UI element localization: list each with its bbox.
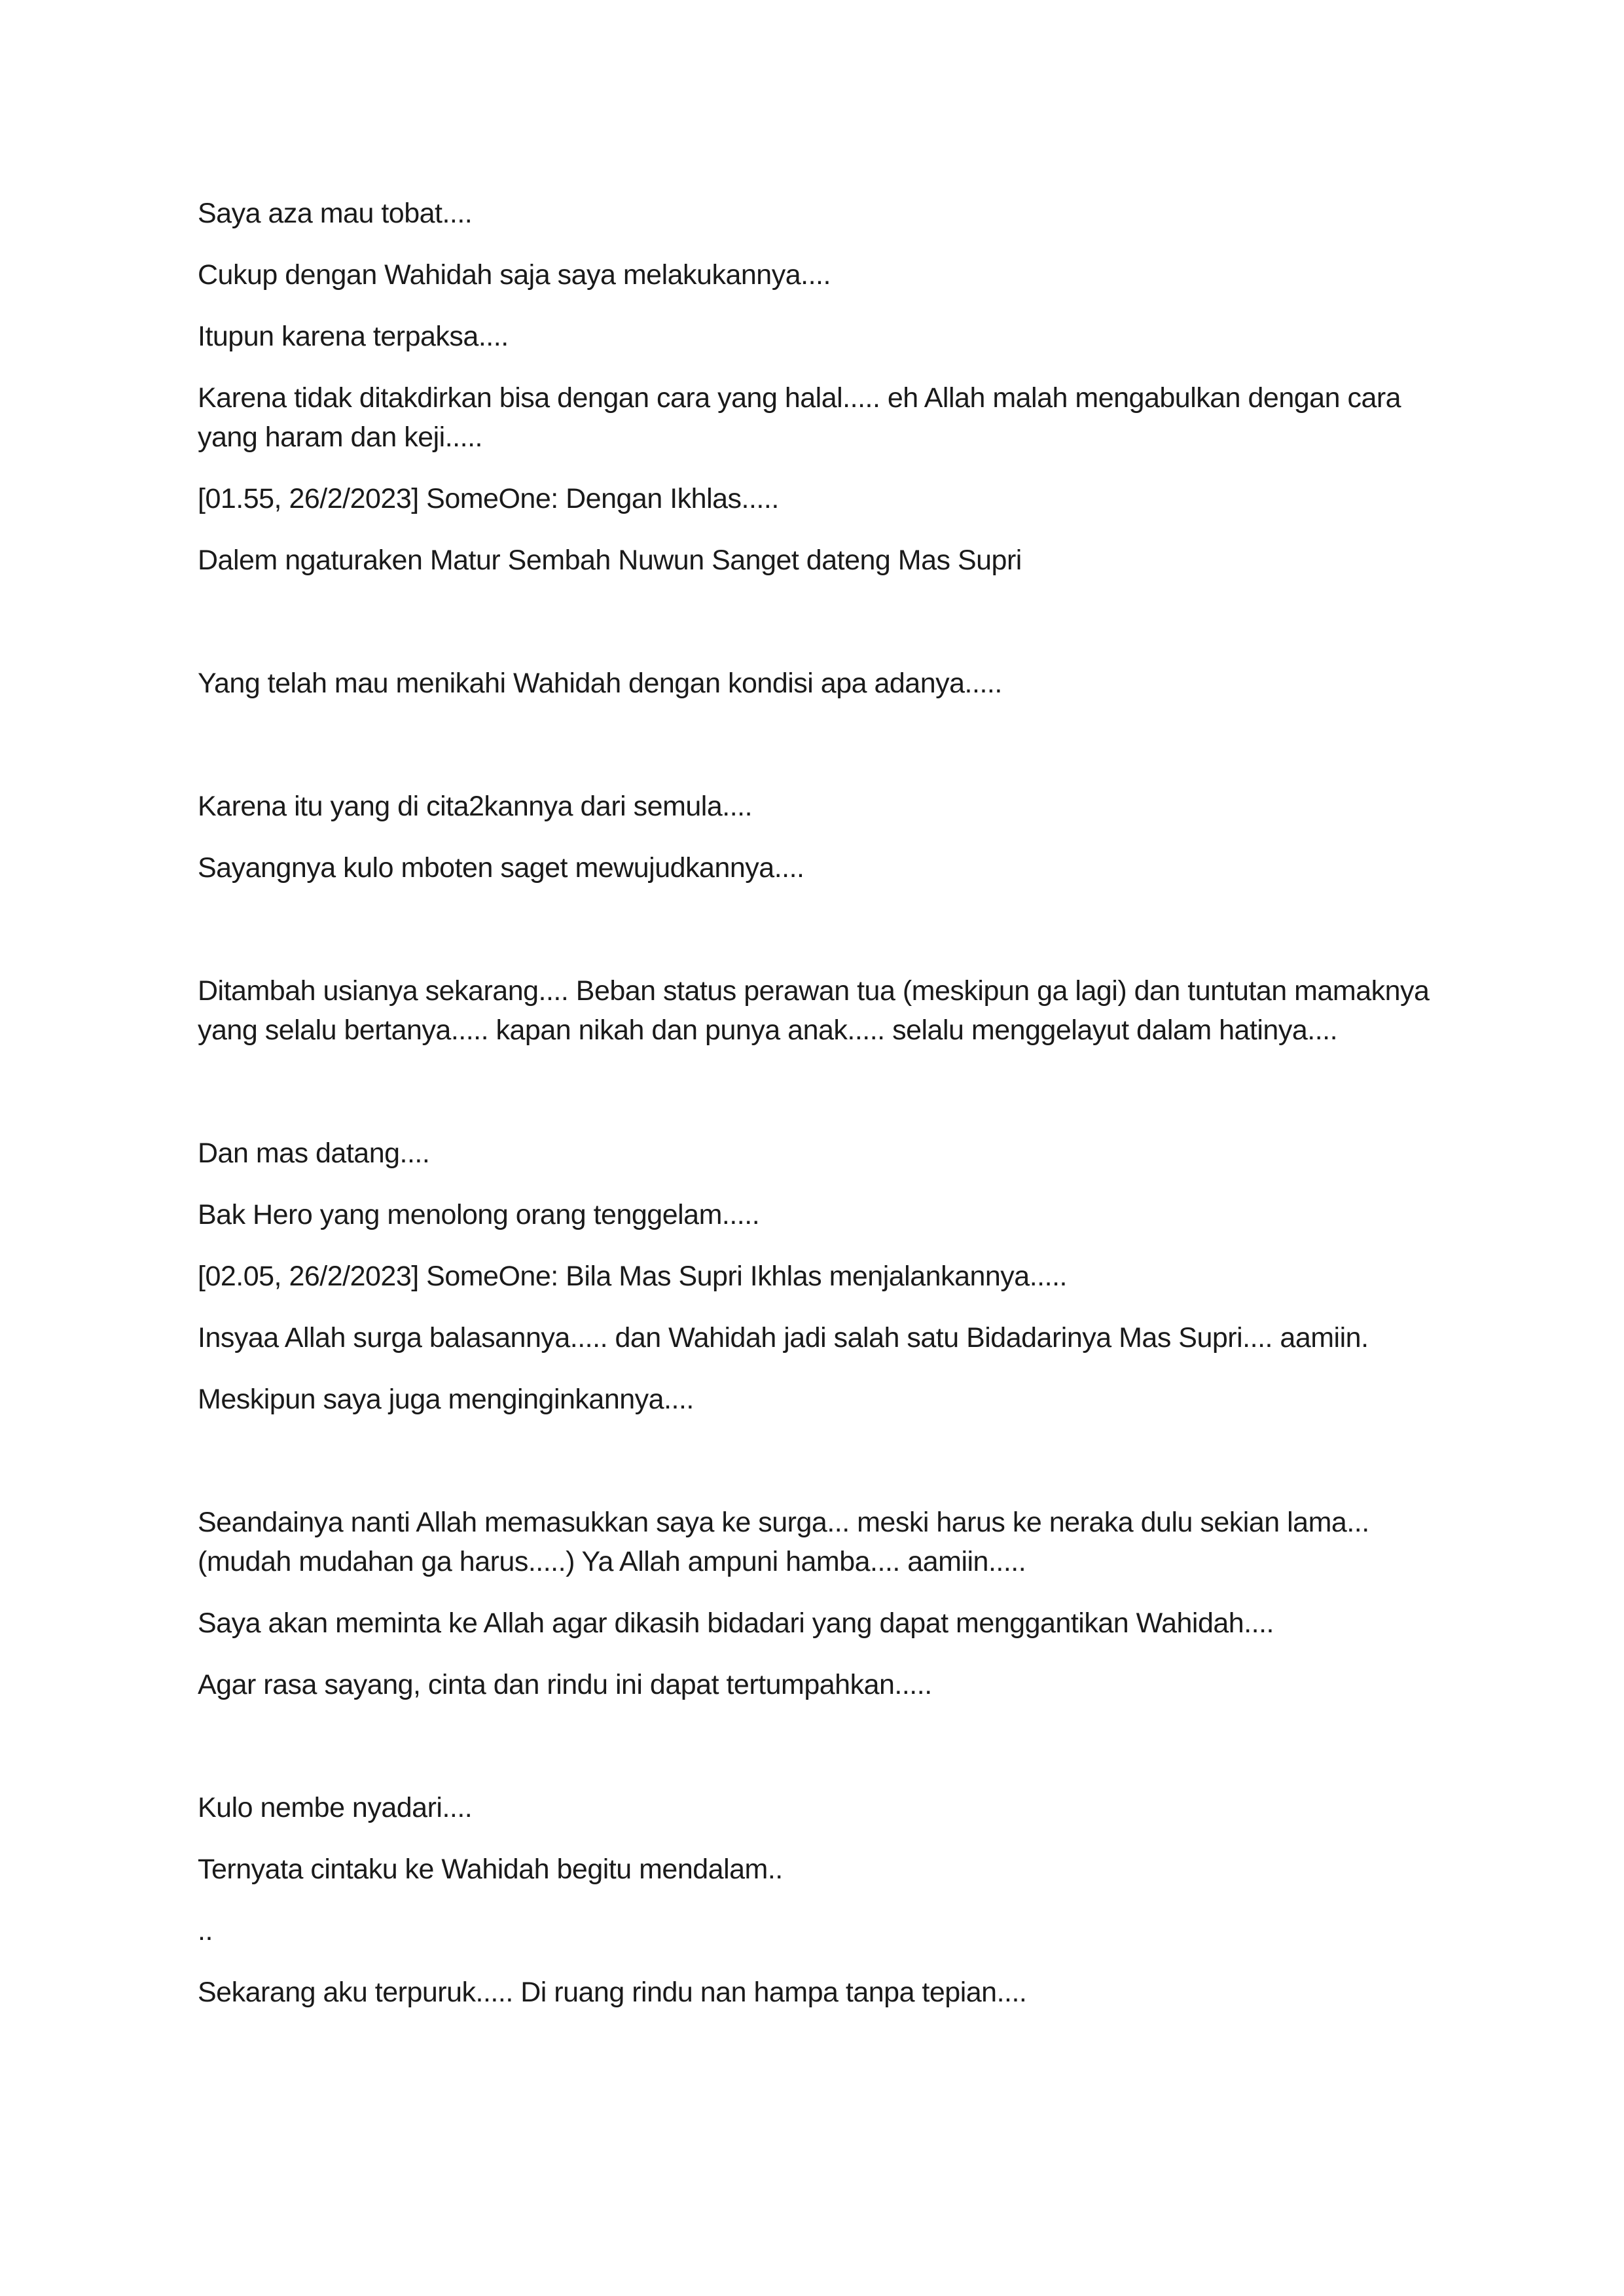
- text-line: Saya aza mau tobat....: [198, 198, 473, 229]
- text-line: ..: [198, 1915, 213, 1946]
- paragraph: [198, 848, 1454, 888]
- text-line: Dan mas datang....: [198, 1138, 430, 1169]
- text-line: Ditambah usianya sekarang.... Beban status perawan tua (meskipun ga lagi) dan tuntutan mamaknya: [198, 975, 1430, 1007]
- text-line: Seandainya nanti Allah memasukkan saya ke surga... meski harus ke neraka dulu sekian lama...: [198, 1507, 1369, 1538]
- text-line: yang selalu bertanya..... kapan nikah dan punya anak..... selalu menggelayut dalam hatinya....: [198, 1014, 1338, 1046]
- text-line: Karena tidak ditakdirkan bisa dengan cara yang halal..... eh Allah malah mengabulkan dengan cara: [198, 382, 1401, 414]
- text-line: Sekarang aku terpuruk..... Di ruang rindu nan hampa tanpa tepian....: [198, 1977, 1027, 2008]
- paragraph: [198, 1503, 1454, 1581]
- text-line: [198, 910, 1454, 949]
- text-line: Kulo nembe nyadari....: [198, 1792, 473, 1823]
- text-line: [198, 1072, 1454, 1111]
- paragraph: [198, 1665, 1454, 1704]
- text-line: Meskipun saya juga menginginkannya....: [198, 1384, 694, 1415]
- paragraph: [198, 255, 1454, 295]
- paragraph: [198, 1850, 1454, 1889]
- text-line: Itupun karena terpaksa....: [198, 321, 509, 352]
- empty-paragraph: [198, 910, 1454, 949]
- text-line: [01.55, 26/2/2023] SomeOne: Dengan Ikhlas.....: [198, 483, 779, 514]
- text-line: Dalem ngaturaken Matur Sembah Nuwun Sanget dateng Mas Supri: [198, 545, 1022, 576]
- paragraph: [198, 787, 1454, 826]
- paragraph: [198, 194, 1454, 233]
- text-line: (mudah mudahan ga harus.....) Ya Allah ampuni hamba.... aamiin.....: [198, 1546, 1026, 1577]
- text-line: yang haram dan keji.....: [198, 422, 482, 453]
- text-line: Ternyata cintaku ke Wahidah begitu mendalam..: [198, 1854, 783, 1885]
- empty-paragraph: [198, 1727, 1454, 1766]
- text-line: Saya akan meminta ke Allah agar dikasih bidadari yang dapat menggantikan Wahidah....: [198, 1607, 1274, 1639]
- paragraph: [198, 1911, 1454, 1950]
- paragraph: [198, 1788, 1454, 1827]
- text-line: Cukup dengan Wahidah saja saya melakukannya....: [198, 259, 831, 291]
- paragraph: [198, 1257, 1454, 1296]
- text-line: Karena itu yang di cita2kannya dari semula....: [198, 791, 753, 822]
- paragraph: [198, 317, 1454, 356]
- paragraph: [198, 1134, 1454, 1173]
- text-line: [198, 1727, 1454, 1766]
- paragraph: [198, 1604, 1454, 1643]
- paragraph: [198, 479, 1454, 518]
- paragraph: [198, 378, 1454, 457]
- paragraph: [198, 1973, 1454, 2012]
- document-body: [198, 194, 1454, 2034]
- text-line: [198, 725, 1454, 764]
- text-line: Bak Hero yang menolong orang tenggelam.....: [198, 1199, 760, 1230]
- text-line: Sayangnya kulo mboten saget mewujudkannya....: [198, 852, 804, 884]
- text-line: [02.05, 26/2/2023] SomeOne: Bila Mas Supri Ikhlas menjalankannya.....: [198, 1261, 1067, 1292]
- text-line: [198, 1441, 1454, 1480]
- paragraph: [198, 1318, 1454, 1357]
- empty-paragraph: [198, 725, 1454, 764]
- empty-paragraph: [198, 1441, 1454, 1480]
- empty-paragraph: [198, 1072, 1454, 1111]
- text-line: Insyaa Allah surga balasannya..... dan Wahidah jadi salah satu Bidadarinya Mas Supri.... aamiin.: [198, 1322, 1369, 1354]
- paragraph: [198, 971, 1454, 1050]
- paragraph: [198, 541, 1454, 580]
- paragraph: [198, 1195, 1454, 1234]
- paragraph: [198, 664, 1454, 703]
- paragraph: [198, 1380, 1454, 1419]
- text-line: [198, 602, 1454, 641]
- empty-paragraph: [198, 602, 1454, 641]
- text-line: Yang telah mau menikahi Wahidah dengan kondisi apa adanya.....: [198, 668, 1002, 699]
- text-line: Agar rasa sayang, cinta dan rindu ini dapat tertumpahkan.....: [198, 1669, 932, 1700]
